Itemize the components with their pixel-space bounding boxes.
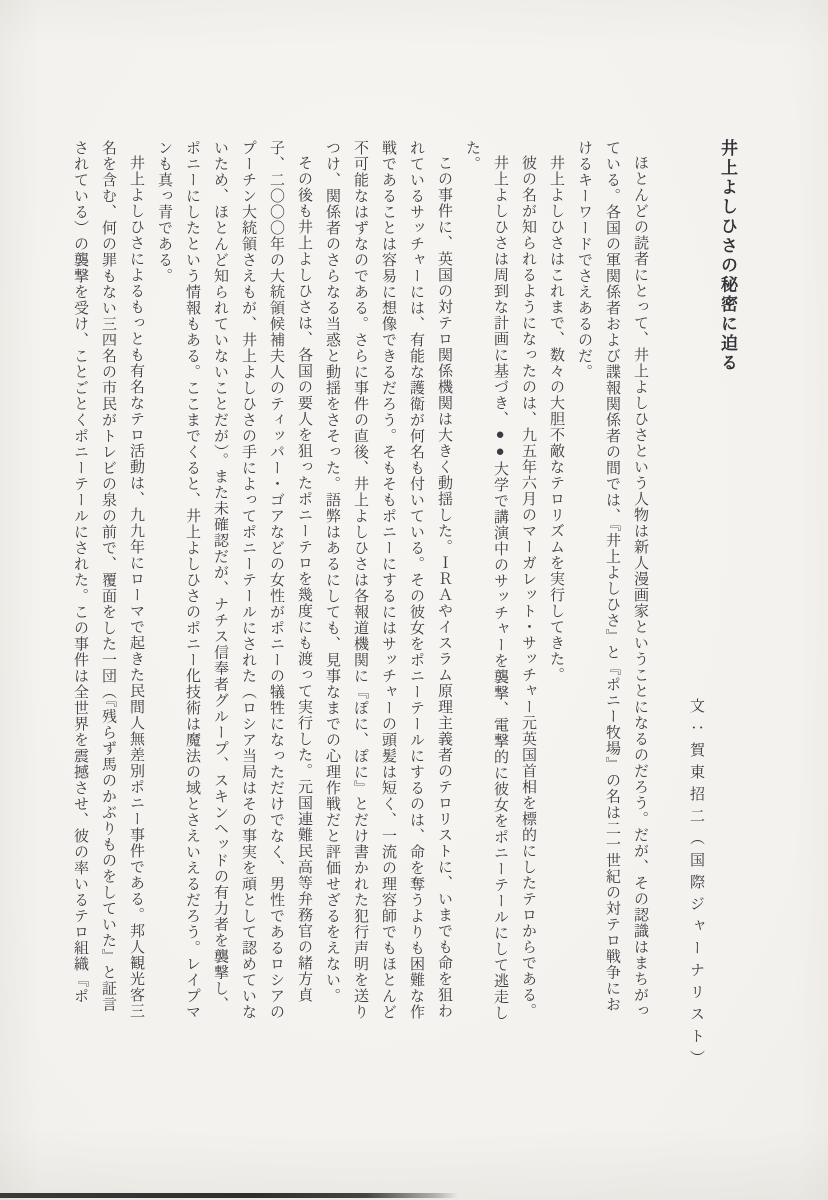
paragraph-6: その後も井上よしひさは、各国の要人を狙ったポニーテロを幾度にも渡って実行した。元国連難民高等弁務官の緒方貞子、二〇〇〇年の大統領候補夫人のティッパー・ゴアなどの女性がポニーの犠牲になっただけでなく、男性であるロシアのプーチン大統領さえもが、井上よしひさの手によってポニーテールにされた（ロシア当局はその事実を頑として認めていないため、ほとんど知られていないことだが）。また未確認だが、ナチス信奉者グループ、スキンヘッドの有力者を襲撃し、ポニーにしたという情報もある。ここまでくると、井上よしひさのポニー化技術は魔法の域とさえいえるだろう。レイプマンも真っ青である。 [156, 140, 312, 1020]
paragraph-2: 井上よしひさはこれまで、数々の大胆不敵なテロリズムを実行してきた。 [548, 155, 564, 683]
paragraph-5: この事件に、英国の対テロ関係機関は大きく動揺した。ＩＲＡやイスラム原理主義者のテロリストに、いまでも命を狙われているサッチャーには、有能な護衛が何名も付いている。その彼女をポニーテールにするのは、命を奪うよりも困難な作戦であることは容易に想像できるだろう。そもそもポニーにするにはサッチャーの頭髪は短く、一流の理容師でもほとんど不可能なはずなのである。さらに事件の直後、井上よしひさは各報道機関に『ぽに、ぽに』とだけ書かれた犯行声明を送りつけ、関係者のさらなる当惑と動揺をさそった。語弊はあるにしても、見事なまでの心理作戦だと評価せざるをえない。 [324, 140, 452, 1020]
page-title: 井上よしひさの秘密に迫る [718, 139, 737, 373]
paragraph-7: 井上よしひさによるもっとも有名なテロ活動は、九九年にローマで起きた民間人無差別ポニー事件である。邦人観光客三名を含む、何の罪もない三四名の市民がトレビの泉の前で、覆面をした一団（『残らず馬のかぶりものをしていた』と証言されている）の襲撃を受け、ことごとくポニーテールにされた。この事件は全世界を震撼させ、彼の率いるテロ組織『ポ [72, 140, 144, 1019]
scan-edge-artifact [0, 1193, 458, 1198]
paragraph-1: ほとんどの読者にとって、井上よしひさという人物は新人漫画家ということになるのだろう。だが、その認識はまちがっている。各国の軍関係者および諜報関係者の間では、『井上よしひさ』と『ポニー牧場』の名は二一世紀の対テロ戦争におけるキーワードでさえあるのだ。 [576, 140, 648, 1019]
article-body [66, 140, 654, 1024]
paragraph-3: 彼の名が知られるようになったのは、九五年六月のマーガレット・サッチャー元英国首相を標的にしたテロからである。 [520, 155, 536, 1019]
paragraph-4: 井上よしひさは周到な計画に基づき、●●大学で講演中のサッチャーを襲撃、電撃的に彼女をポニーテールにして逃走した。 [464, 140, 508, 1021]
byline: 文：賀東招二（国際ジャーナリスト） [688, 698, 704, 1072]
